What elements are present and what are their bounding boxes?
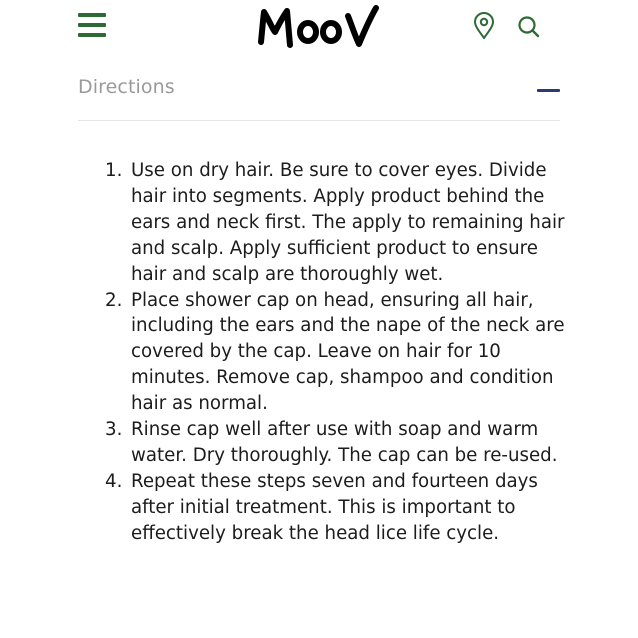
search-icon xyxy=(516,14,542,40)
step-text: Rinse cap well after use with soap and warm water. Dry thoroughly. The cap can be re-used. xyxy=(131,419,558,466)
menu-button[interactable] xyxy=(78,13,106,37)
minus-collapse-icon[interactable] xyxy=(537,89,560,92)
step-number: 3. xyxy=(105,419,123,441)
step-text: Use on dry hair. Be sure to cover eyes. Divide hair into segments. Apply product behind the ears and neck first. The apply to remaining hair and scalp. Apply sufficient product to ensure hair and scalp are thoroughly wet. xyxy=(131,160,565,285)
map-pin-icon xyxy=(471,12,497,40)
moov-logo[interactable] xyxy=(256,2,384,50)
top-nav-bar xyxy=(0,0,638,58)
directions-list xyxy=(100,158,570,547)
step-number: 1. xyxy=(105,160,123,181)
direction-step xyxy=(100,417,570,469)
direction-step xyxy=(100,158,570,288)
directions-accordion-header[interactable] xyxy=(78,70,560,121)
logo-wordmark xyxy=(256,2,384,50)
step-text: Place shower cap on head, ensuring all hair, including the ears and the nape of the neck are covered by the cap. Leave on hair for 10 minutes. Remove cap, shampoo and condition hair as normal. xyxy=(131,289,565,415)
section-title: Directions xyxy=(78,76,175,98)
direction-step xyxy=(100,288,570,418)
store-locator-button[interactable] xyxy=(471,12,497,40)
step-number: 4. xyxy=(105,470,123,492)
step-text: Repeat these steps seven and fourteen days after initial treatment. This is important to effectively break the head lice life cycle. xyxy=(131,470,538,544)
step-number: 2. xyxy=(105,289,123,311)
direction-step xyxy=(100,469,570,547)
search-button[interactable] xyxy=(516,14,542,42)
